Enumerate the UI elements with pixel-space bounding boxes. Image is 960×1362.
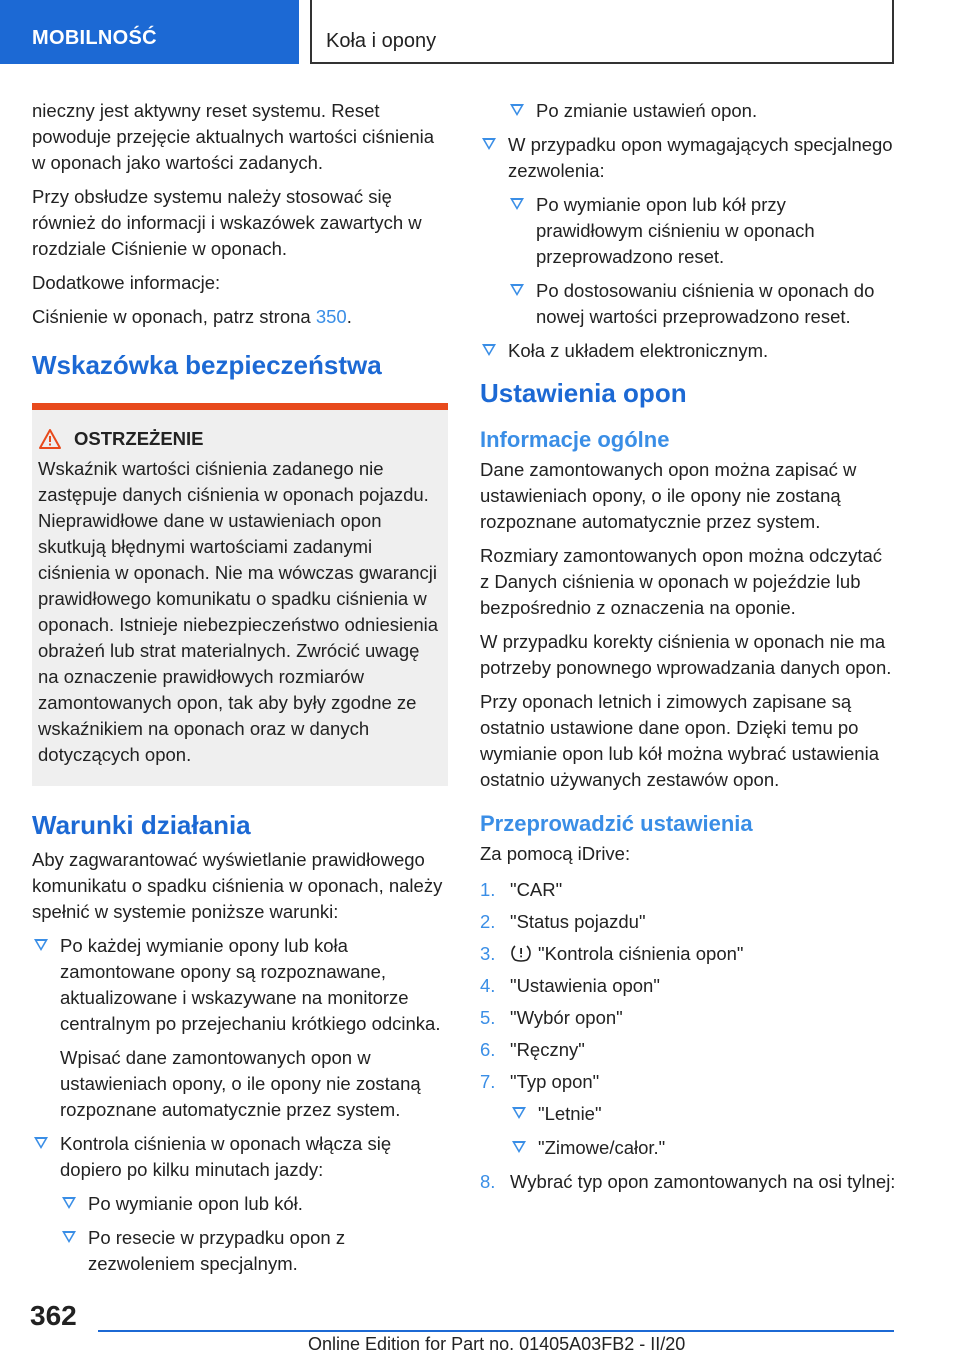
step-text: "CAR" bbox=[510, 879, 563, 900]
triangle-bullet-icon bbox=[510, 198, 524, 210]
sublist-item bbox=[60, 1225, 448, 1277]
reference-text: Ciśnienie w oponach, patrz strona bbox=[32, 306, 316, 327]
sublist-item bbox=[508, 192, 896, 270]
sublist-item-text: Po wymianie opon lub kół przy prawidłowym ciśnieniu w oponach przeprowadzono reset. bbox=[536, 194, 815, 267]
step-text: "Typ opon" bbox=[510, 1071, 600, 1092]
paragraph: nieczny jest aktywny reset systemu. Reset powoduje przejęcie aktualnych wartości ciśnienia w oponach jako wartości zadanych. bbox=[32, 100, 435, 173]
conditions-list bbox=[32, 933, 448, 1277]
edition-note: Online Edition for Part no. 01405A03FB2 - II/20 bbox=[308, 1334, 686, 1354]
step-item bbox=[480, 1037, 896, 1063]
warning-header bbox=[38, 428, 440, 450]
footer-divider bbox=[98, 1330, 894, 1332]
step-number: 5. bbox=[480, 1007, 496, 1028]
warning-icon bbox=[38, 428, 62, 450]
triangle-bullet-icon bbox=[512, 1107, 526, 1119]
list-item bbox=[32, 933, 448, 1123]
chapter-tab bbox=[310, 0, 894, 64]
subsection-heading-general: Informacje ogólne bbox=[480, 427, 670, 452]
step-text: "Status pojazdu" bbox=[510, 911, 646, 932]
list-item-text: Koła z układem elektronicznym. bbox=[508, 340, 769, 361]
section-title: MOBILNOŚĆ bbox=[32, 27, 157, 49]
tire-pressure-icon bbox=[510, 943, 532, 963]
step-number: 4. bbox=[480, 975, 496, 996]
triangle-bullet-icon bbox=[34, 1137, 48, 1149]
subsection-heading-perform: Przeprowadzić ustawienia bbox=[480, 811, 753, 836]
step-item bbox=[480, 941, 896, 967]
list-item-text: Kontrola ciśnienia w oponach włącza się dopiero po kilku minutach jazdy: bbox=[60, 1133, 392, 1180]
step-text: "Wybór opon" bbox=[510, 1007, 623, 1028]
sublist-item-text: "Letnie" bbox=[538, 1103, 602, 1124]
sublist-item-text: Po resecie w przypadku opon z zezwoleniem specjalnym. bbox=[88, 1227, 346, 1274]
page-number: 362 bbox=[30, 1300, 77, 1331]
list-item bbox=[480, 338, 896, 364]
sublist bbox=[510, 1101, 896, 1161]
paragraph: Przy oponach letnich i zimowych zapisane są ostatnio ustawione dane opon. Dzięki temu po wymianie opon lub kół można wybrać ustawienia ostatnio używanych zestawów opon. bbox=[480, 691, 879, 790]
chapter-title: Koła i opony bbox=[326, 30, 437, 52]
paragraph: Dane zamontowanych opon można zapisać w ustawieniach opony, o ile opony nie zostaną rozpoznane automatycznie przez system. bbox=[480, 459, 857, 532]
list-item bbox=[32, 1131, 448, 1277]
step-item bbox=[480, 1005, 896, 1031]
page-link[interactable]: 350 bbox=[315, 306, 347, 327]
list-item-extra: Wpisać dane zamontowanych opon w ustawieniach opony, o ile opony nie zostaną rozpoznane automatycznie przez system. bbox=[60, 1047, 421, 1120]
paragraph: Rozmiary zamontowanych opon można odczytać z Danych ciśnienia w oponach w pojeździe lub bezpośrednio z oznaczenia na oponie. bbox=[480, 545, 883, 618]
sublist-item-text: "Zimowe/całor." bbox=[538, 1137, 666, 1158]
step-number: 8. bbox=[480, 1171, 496, 1192]
steps-list bbox=[480, 877, 896, 1195]
sublist-item bbox=[510, 1135, 896, 1161]
sublist bbox=[508, 192, 896, 330]
sublist-item bbox=[60, 1191, 448, 1217]
triangle-bullet-icon bbox=[482, 344, 496, 356]
paragraph-reference bbox=[32, 304, 448, 330]
warning-text: Wskaźnik wartości ciśnienia zadanego nie zastępuje danych ciśnienia w oponach pojazdu. Nieprawidłowe dane w ustawieniach opon skutkują błędnymi wartościami zadanymi ciśnienia w oponach. Nie ma wówczas gwarancji prawidłowego komunikatu o spadku ciśnienia w oponach. Istnieje niebezpieczeństwo odniesienia obrażeń lub strat materialnych. Zwrócić uwagę na oznaczenie prawidłowych rozmiarów zamontowanych opon, tak aby były zgodne ze wskaźnikiem na oponach oraz w danych dotyczących opon. bbox=[38, 458, 439, 765]
paragraph: W przypadku korekty ciśnienia w oponach nie ma potrzeby ponownego wprowadzania danych opon. bbox=[480, 631, 892, 678]
triangle-bullet-icon bbox=[512, 1141, 526, 1153]
list-item-text: Po każdej wymianie opony lub koła zamontowane opony są rozpoznawane, aktualizowane i wskazywane na monitorze centralnym po przejechaniu krótkiego odcinka. bbox=[60, 935, 441, 1034]
step-item bbox=[480, 877, 896, 903]
triangle-bullet-icon bbox=[34, 939, 48, 951]
section-heading-safety: Wskazówka bezpieczeństwa bbox=[32, 350, 382, 380]
right-column bbox=[480, 98, 896, 1201]
list-item-text: W przypadku opon wymagających specjalnego zezwolenia: bbox=[508, 134, 893, 181]
section-tab bbox=[0, 0, 299, 64]
sublist-item bbox=[508, 278, 896, 330]
list-item bbox=[480, 132, 896, 330]
step-number: 1. bbox=[480, 879, 496, 900]
paragraph: Za pomocą iDrive: bbox=[480, 843, 631, 864]
sublist-item-text: Po wymianie opon lub kół. bbox=[88, 1193, 303, 1214]
reference-end: . bbox=[346, 306, 352, 327]
step-item bbox=[480, 973, 896, 999]
step-number: 6. bbox=[480, 1039, 496, 1060]
step-number: 2. bbox=[480, 911, 496, 932]
sublist-item bbox=[510, 1101, 896, 1127]
triangle-bullet-icon bbox=[62, 1231, 76, 1243]
section-heading-settings: Ustawienia opon bbox=[480, 378, 687, 408]
step-text: Wybrać typ opon zamontowanych na osi tylnej: bbox=[510, 1171, 896, 1192]
triangle-bullet-icon bbox=[510, 284, 524, 296]
step-text: "Kontrola ciśnienia opon" bbox=[538, 943, 744, 964]
step-number: 7. bbox=[480, 1071, 496, 1092]
sublist-item-text: Po dostosowaniu ciśnienia w oponach do nowej wartości przeprowadzono reset. bbox=[536, 280, 875, 327]
left-column bbox=[32, 98, 448, 1285]
step-text: "Ręczny" bbox=[510, 1039, 585, 1060]
warning-box bbox=[32, 403, 448, 786]
step-item bbox=[480, 1169, 896, 1195]
step-number: 3. bbox=[480, 943, 496, 964]
paragraph: Przy obsłudze systemu należy stosować się również do informacji i wskazówek zawartych w rozdziale Ciśnienie w oponach. bbox=[32, 186, 422, 259]
sublist-item bbox=[508, 98, 896, 124]
section-heading-conditions: Warunki działania bbox=[32, 810, 251, 840]
conditions-list-continued bbox=[480, 132, 896, 364]
warning-title: OSTRZEŻENIE bbox=[74, 428, 204, 449]
sublist-item-text: Po zmianie ustawień opon. bbox=[536, 100, 758, 121]
step-item bbox=[480, 909, 896, 935]
paragraph: Dodatkowe informacje: bbox=[32, 272, 221, 293]
triangle-bullet-icon bbox=[510, 104, 524, 116]
step-text: "Ustawienia opon" bbox=[510, 975, 660, 996]
continued-list bbox=[480, 98, 896, 124]
triangle-bullet-icon bbox=[482, 138, 496, 150]
sublist bbox=[60, 1191, 448, 1277]
step-item bbox=[480, 1069, 896, 1161]
paragraph: Aby zagwarantować wyświetlanie prawidłowego komunikatu o spadku ciśnienia w oponach, należy spełnić w systemie poniższe warunki: bbox=[32, 849, 443, 922]
triangle-bullet-icon bbox=[62, 1197, 76, 1209]
